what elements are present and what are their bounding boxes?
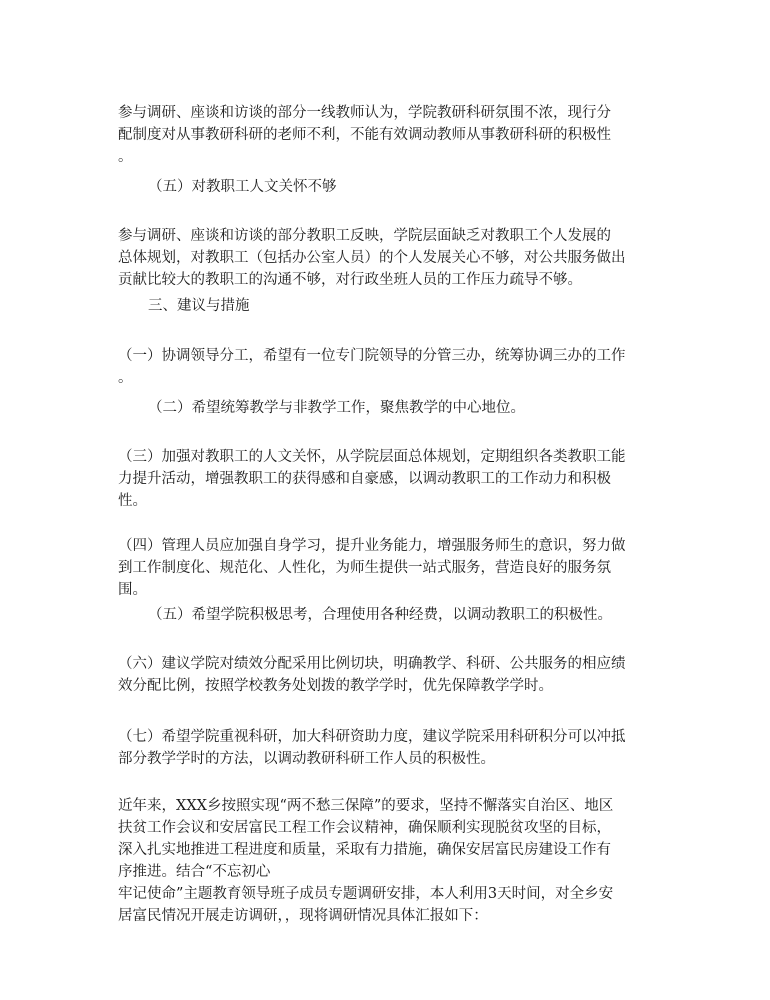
heading-text: （五）对教职工人文关怀不够	[148, 179, 337, 195]
suggestion-1	[118, 345, 658, 389]
text-line: 参与调研、座谈和访谈的部分一线教师认为，学院教研科研氛围不浓，现行分	[118, 105, 611, 121]
text-line: 序推进。结合“不忘初心	[118, 864, 271, 880]
text-line: 到工作制度化、规范化、人性化，为师生提供一站式服务，营造良好的服务氛	[118, 560, 611, 576]
text-line: 部分教学学时的方法，以调动教研科研工作人员的积极性。	[118, 751, 495, 767]
section-heading-3	[148, 295, 658, 317]
paragraph-poverty-report	[118, 795, 658, 927]
text-line: 性。	[118, 493, 147, 509]
text-line: 近年来，XXX乡按照实现“两不愁三保障”的要求，坚持不懈落实自治区、地区	[118, 798, 614, 814]
text-line: 。	[118, 370, 133, 386]
text-line: 居富民情况开展走访调研，，现将调研情况具体汇报如下：	[118, 908, 488, 924]
text-line: 扶贫工作会议和安居富民工程工作会议精神，确保顺利实现脱贫攻坚的目标，	[118, 820, 611, 836]
paragraph-staff-feedback	[118, 225, 658, 291]
text-line: （五）希望学院积极思考，合理使用各种经费，以调动教职工的积极性。	[148, 607, 612, 623]
suggestion-4	[118, 535, 658, 601]
text-line: 。	[118, 149, 133, 165]
text-line: 围。	[118, 582, 147, 598]
paragraph-teacher-feedback	[118, 102, 658, 168]
text-line: 力提升活动，增强教职工的获得感和自豪感，以调动教职工的工作动力和积极	[118, 471, 611, 487]
text-line: 总体规划，对教职工（包括办公室人员）的个人发展关心不够，对公共服务做出	[118, 250, 626, 266]
suggestion-3	[118, 446, 658, 512]
suggestion-5	[148, 604, 658, 626]
text-line: （一）协调领导分工，希望有一位专门院领导的分管三办，统筹协调三办的工作	[118, 348, 626, 364]
text-line: （二）希望统筹教学与非教学工作，聚焦教学的中心地位。	[148, 400, 525, 416]
text-line: 参与调研、座谈和访谈的部分教职工反映，学院层面缺乏对教职工个人发展的	[118, 228, 611, 244]
heading-text: 三、建议与措施	[148, 298, 250, 314]
text-line: （六）建议学院对绩效分配采用比例切块，明确教学、科研、公共服务的相应绩	[118, 656, 626, 672]
suggestion-6	[118, 653, 658, 697]
text-line: （四）管理人员应加强自身学习，提升业务能力，增强服务师生的意识，努力做	[118, 538, 626, 554]
text-line: 深入扎实地推进工程进度和质量，采取有力措施，确保安居富民房建设工作有	[118, 842, 611, 858]
text-line: 效分配比例，按照学校教务处划拨的教学学时，优先保障教学学时。	[118, 678, 553, 694]
section-heading-5	[148, 176, 658, 198]
text-line: （三）加强对教职工的人文关怀，从学院层面总体规划，定期组织各类教职工能	[118, 449, 626, 465]
text-line: 贡献比较大的教职工的沟通不够，对行政坐班人员的工作压力疏导不够。	[118, 272, 582, 288]
text-line: 牢记使命”主题教育领导班子成员专题调研安排，本人利用3天时间，对全乡安	[118, 886, 614, 902]
text-line: （七）希望学院重视科研，加大科研资助力度，建议学院采用科研积分可以冲抵	[118, 729, 626, 745]
suggestion-2	[148, 397, 658, 419]
text-line: 配制度对从事教研科研的老师不利，不能有效调动教师从事教研科研的积极性	[118, 127, 611, 143]
suggestion-7	[118, 726, 658, 770]
